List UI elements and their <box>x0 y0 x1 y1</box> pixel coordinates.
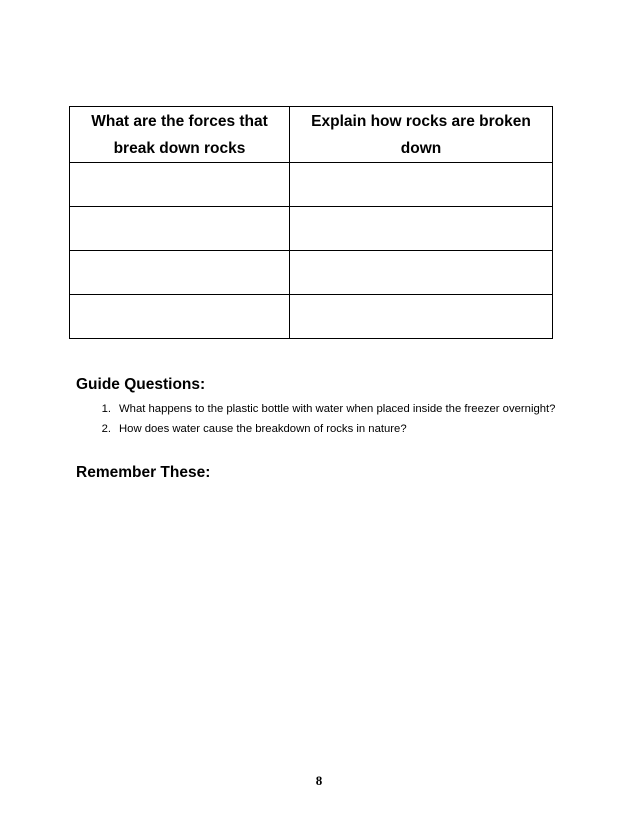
question-number: 1. <box>101 403 111 415</box>
guide-questions-heading: Guide Questions: <box>76 376 206 393</box>
table-cell-answer[interactable] <box>70 207 290 251</box>
table-row <box>70 251 553 295</box>
list-item <box>76 399 555 419</box>
table-cell-answer[interactable] <box>290 251 553 295</box>
table-cell-answer[interactable] <box>290 163 553 207</box>
question-text: What happens to the plastic bottle with water when placed inside the freezer overnight? <box>119 403 556 415</box>
table-row <box>70 163 553 207</box>
table-header-row <box>70 107 553 163</box>
table-header-forces: What are the forces that break down rocks <box>70 107 290 163</box>
table-cell-answer[interactable] <box>290 295 553 339</box>
question-text: How does water cause the breakdown of rocks in nature? <box>119 423 407 435</box>
question-number: 2. <box>101 423 111 435</box>
table-header-explain: Explain how rocks are broken down <box>290 107 553 163</box>
guide-questions-list <box>76 399 555 439</box>
table-cell-answer[interactable] <box>70 295 290 339</box>
remember-these-heading: Remember These: <box>76 464 211 481</box>
forces-table <box>69 106 553 339</box>
table-cell-answer[interactable] <box>70 251 290 295</box>
table-row <box>70 295 553 339</box>
list-item <box>76 419 555 439</box>
table-row <box>70 207 553 251</box>
page-number: 8 <box>315 773 323 788</box>
table-cell-answer[interactable] <box>70 163 290 207</box>
table-cell-answer[interactable] <box>290 207 553 251</box>
